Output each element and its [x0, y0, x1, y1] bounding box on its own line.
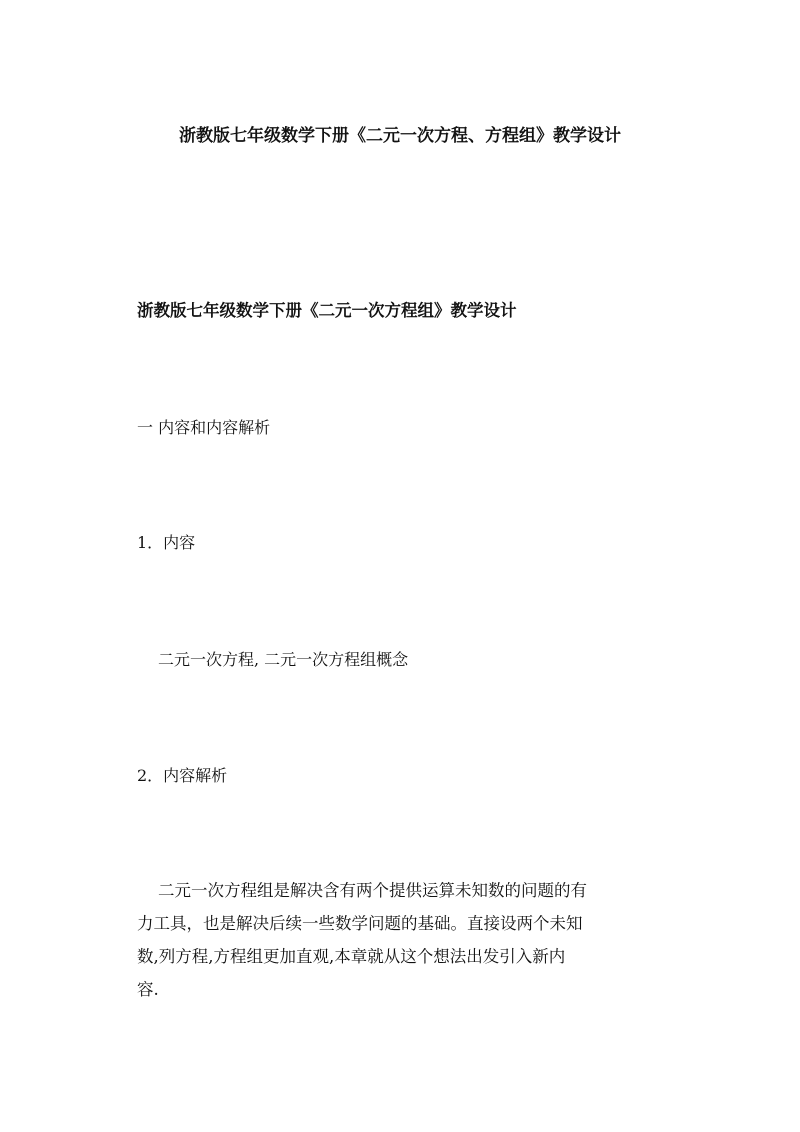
paragraph-line: 力工具，也是解决后续一些数学问题的基础。直接设两个未知: [137, 914, 583, 933]
section-heading-content-analysis: 一 内容和内容解析: [137, 418, 271, 437]
content-analysis-paragraph: [137, 874, 667, 1006]
paragraph-line: 容.: [137, 980, 159, 999]
item-heading-content: 1．内容: [137, 533, 196, 552]
paragraph-line: 二元一次方程组是解决含有两个提供运算未知数的问题的有: [158, 881, 587, 900]
item-heading-content-analysis: 2．内容解析: [137, 766, 228, 785]
document-subtitle: 浙教版七年级数学下册《二元一次方程组》教学设计: [137, 301, 517, 320]
document-title: 浙教版七年级数学下册《二元一次方程、方程组》教学设计: [179, 126, 621, 146]
item-content-text: 二元一次方程, 二元一次方程组概念: [158, 650, 409, 669]
paragraph-line: 数,列方程,方程组更加直观,本章就从这个想法出发引入新内: [137, 947, 566, 966]
